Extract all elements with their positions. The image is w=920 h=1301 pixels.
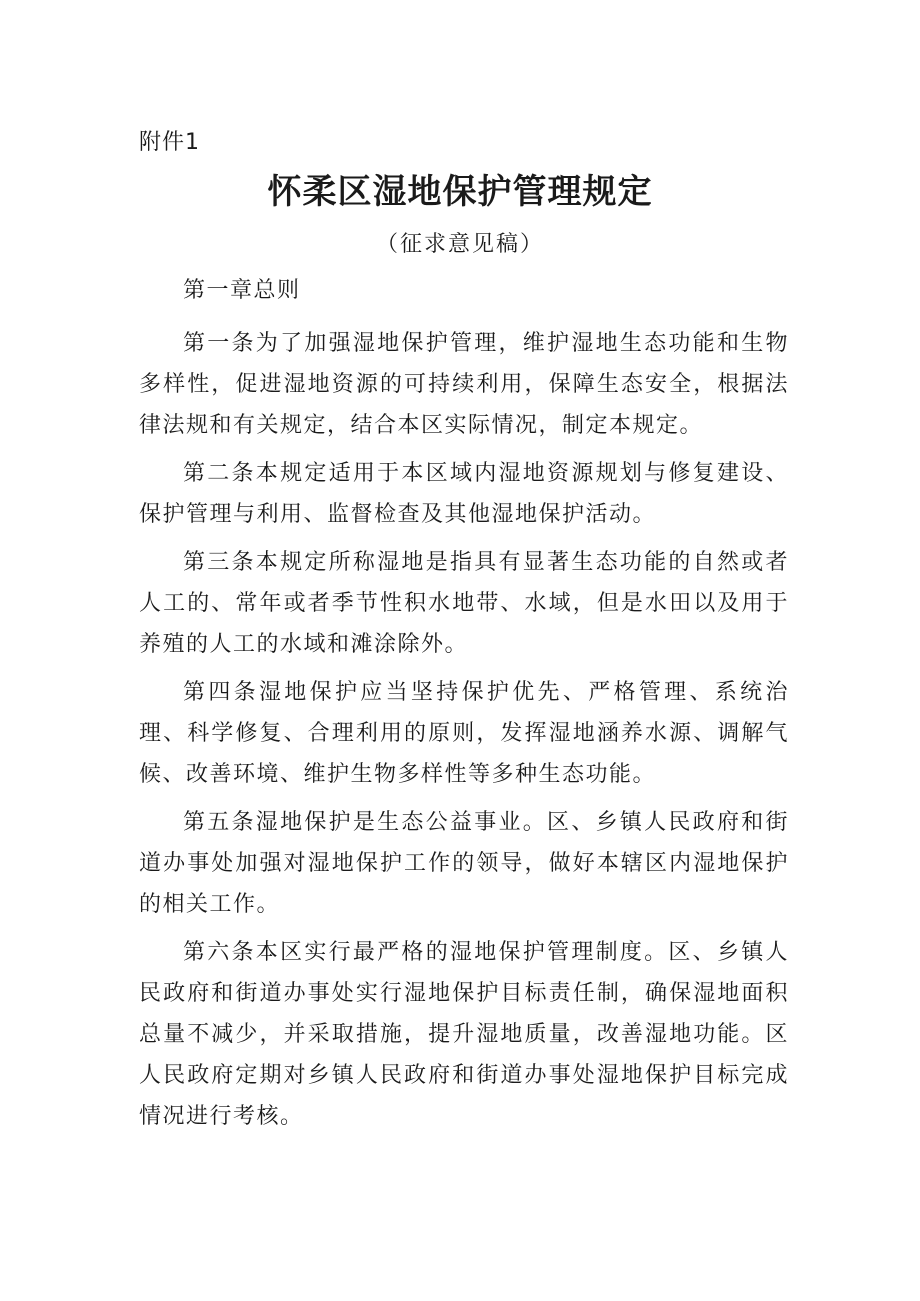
article-2: 第二条本规定适用于本区域内湿地资源规划与修复建设、保护管理与利用、监督检查及其他湿地保护活动。 xyxy=(139,461,789,527)
article-4: 第四条湿地保护应当坚持保护优先、严格管理、系统治理、科学修复、合理利用的原则，发挥湿地涵养水源、调解气候、改善环境、维护生物多样性等多种生态功能。 xyxy=(139,680,789,787)
document-body xyxy=(139,270,789,1144)
article-6: 第六条本区实行最严格的湿地保护管理制度。区、乡镇人民政府和街道办事处实行湿地保护目标责任制，确保湿地面积总量不减少，并采取措施，提升湿地质量，改善湿地功能。区人民政府定期对乡镇人民政府和街道办事处湿地保护目标完成情况进行考核。 xyxy=(139,940,789,1129)
document-title: 怀柔区湿地保护管理规定 xyxy=(267,172,653,212)
chapter-heading: 第一章总则 xyxy=(183,278,301,303)
document-subtitle: （征求意见稿） xyxy=(375,232,544,257)
attachment-label: 附件1 xyxy=(139,130,200,155)
article-1: 第一条为了加强湿地保护管理，维护湿地生态功能和生物多样性，促进湿地资源的可持续利用，保障生态安全，根据法律法规和有关规定，结合本区实际情况，制定本规定。 xyxy=(139,331,789,438)
article-3: 第三条本规定所称湿地是指具有显著生态功能的自然或者人工的、常年或者季节性积水地带、水域，但是水田以及用于养殖的人工的水域和滩涂除外。 xyxy=(139,550,789,657)
article-5: 第五条湿地保护是生态公益事业。区、乡镇人民政府和街道办事处加强对湿地保护工作的领导，做好本辖区内湿地保护的相关工作。 xyxy=(139,810,789,917)
